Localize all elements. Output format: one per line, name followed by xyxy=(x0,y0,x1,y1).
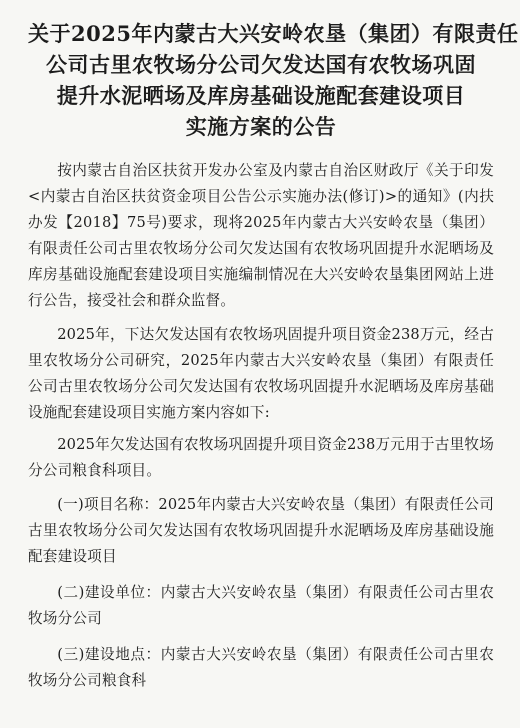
announcement-title xyxy=(28,18,519,142)
funding-paragraph: 2025年，下达欠发达国有农牧场巩固提升项目资金238万元，经古里农牧场分公司研究，2025年内蒙古大兴安岭农垦（集团）有限责任公司古里农牧场分公司欠发达国有农牧场巩固提升水泥晒场及库房基础设施配套建设项目实施方案内容如下: xyxy=(28,326,494,421)
title-line-3: 提升水泥晒场及库房基础设施配套建设项目 xyxy=(56,83,466,108)
title-line-1: 关于2025年内蒙古大兴安岭农垦（集团）有限责任 xyxy=(28,21,519,46)
title-line-4: 实施方案的公告 xyxy=(185,114,337,139)
intro-paragraph: 按内蒙古自治区扶贫开发办公室及内蒙古自治区财政厅《关于印发<内蒙古自治区扶贫资金项目公告公示实施办法(修订)>的通知》(内扶办发【2018】75号)要求，现将2025年内蒙古大兴安岭农垦（集团）有限责任公司古里农牧场分公司欠发达国有农牧场巩固提升水泥晒场及库房基础设施配套建设项目实施编制情况在大兴安岭农垦集团网站上进行公告，接受社会和群众监督。 xyxy=(28,162,494,309)
construction-location-item: (三)建设地点：内蒙古大兴安岭农垦（集团）有限责任公司古里农牧场分公司粮食科 xyxy=(28,646,494,689)
project-name-item: (一)项目名称：2025年内蒙古大兴安岭农垦（集团）有限责任公司古里农牧场分公司欠发达国有农牧场巩固提升水泥晒场及库房基础设施配套建设项目 xyxy=(28,496,494,565)
title-line-2: 公司古里农牧场分公司欠发达国有农牧场巩固 xyxy=(46,52,476,77)
fund-usage-paragraph: 2025年欠发达国有农牧场巩固提升项目资金238万元用于古里牧场分公司粮食科项目。 xyxy=(28,436,494,479)
construction-unit-item: (二)建设单位：内蒙古大兴安岭农垦（集团）有限责任公司古里农牧场分公司 xyxy=(28,584,494,627)
